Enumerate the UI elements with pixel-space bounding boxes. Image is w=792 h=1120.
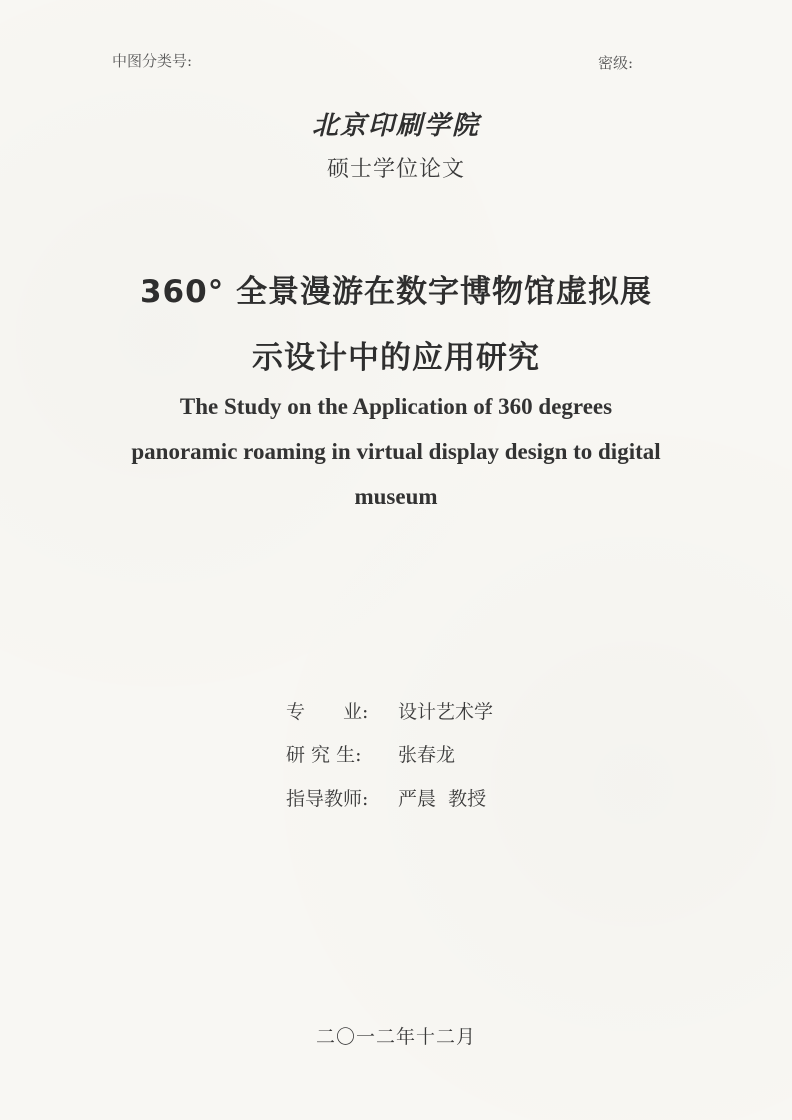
student-label: 研 究 生: <box>286 744 362 766</box>
title-cn-line-2: 示设计中的应用研究 <box>252 340 540 376</box>
title-cn-line-1: 360° 全景漫游在数字博物馆虚拟展 <box>139 274 652 310</box>
advisor-label: 指导教师: <box>286 788 369 810</box>
major-label: 专 业: <box>286 701 369 723</box>
secrecy-level-label: 密级: <box>598 54 634 72</box>
university-name: 北京印刷学院 <box>311 111 480 141</box>
info-row-major <box>286 697 493 724</box>
info-row-student <box>286 740 455 767</box>
classification-number-label: 中图分类号: <box>112 52 193 70</box>
student-value: 张春龙 <box>398 744 456 766</box>
title-en-line-2: panoramic roaming in virtual display design to digital <box>131 439 661 464</box>
advisor-value: 严晨 教授 <box>398 788 487 810</box>
title-en-line-3: museum <box>354 484 438 509</box>
submission-date: 二〇一二年十二月 <box>315 1026 476 1048</box>
degree-type: 硕士学位论文 <box>326 157 465 182</box>
title-en-line-1: The Study on the Application of 360 degrees <box>179 394 613 419</box>
major-value: 设计艺术学 <box>398 701 494 723</box>
info-row-advisor <box>286 784 486 811</box>
